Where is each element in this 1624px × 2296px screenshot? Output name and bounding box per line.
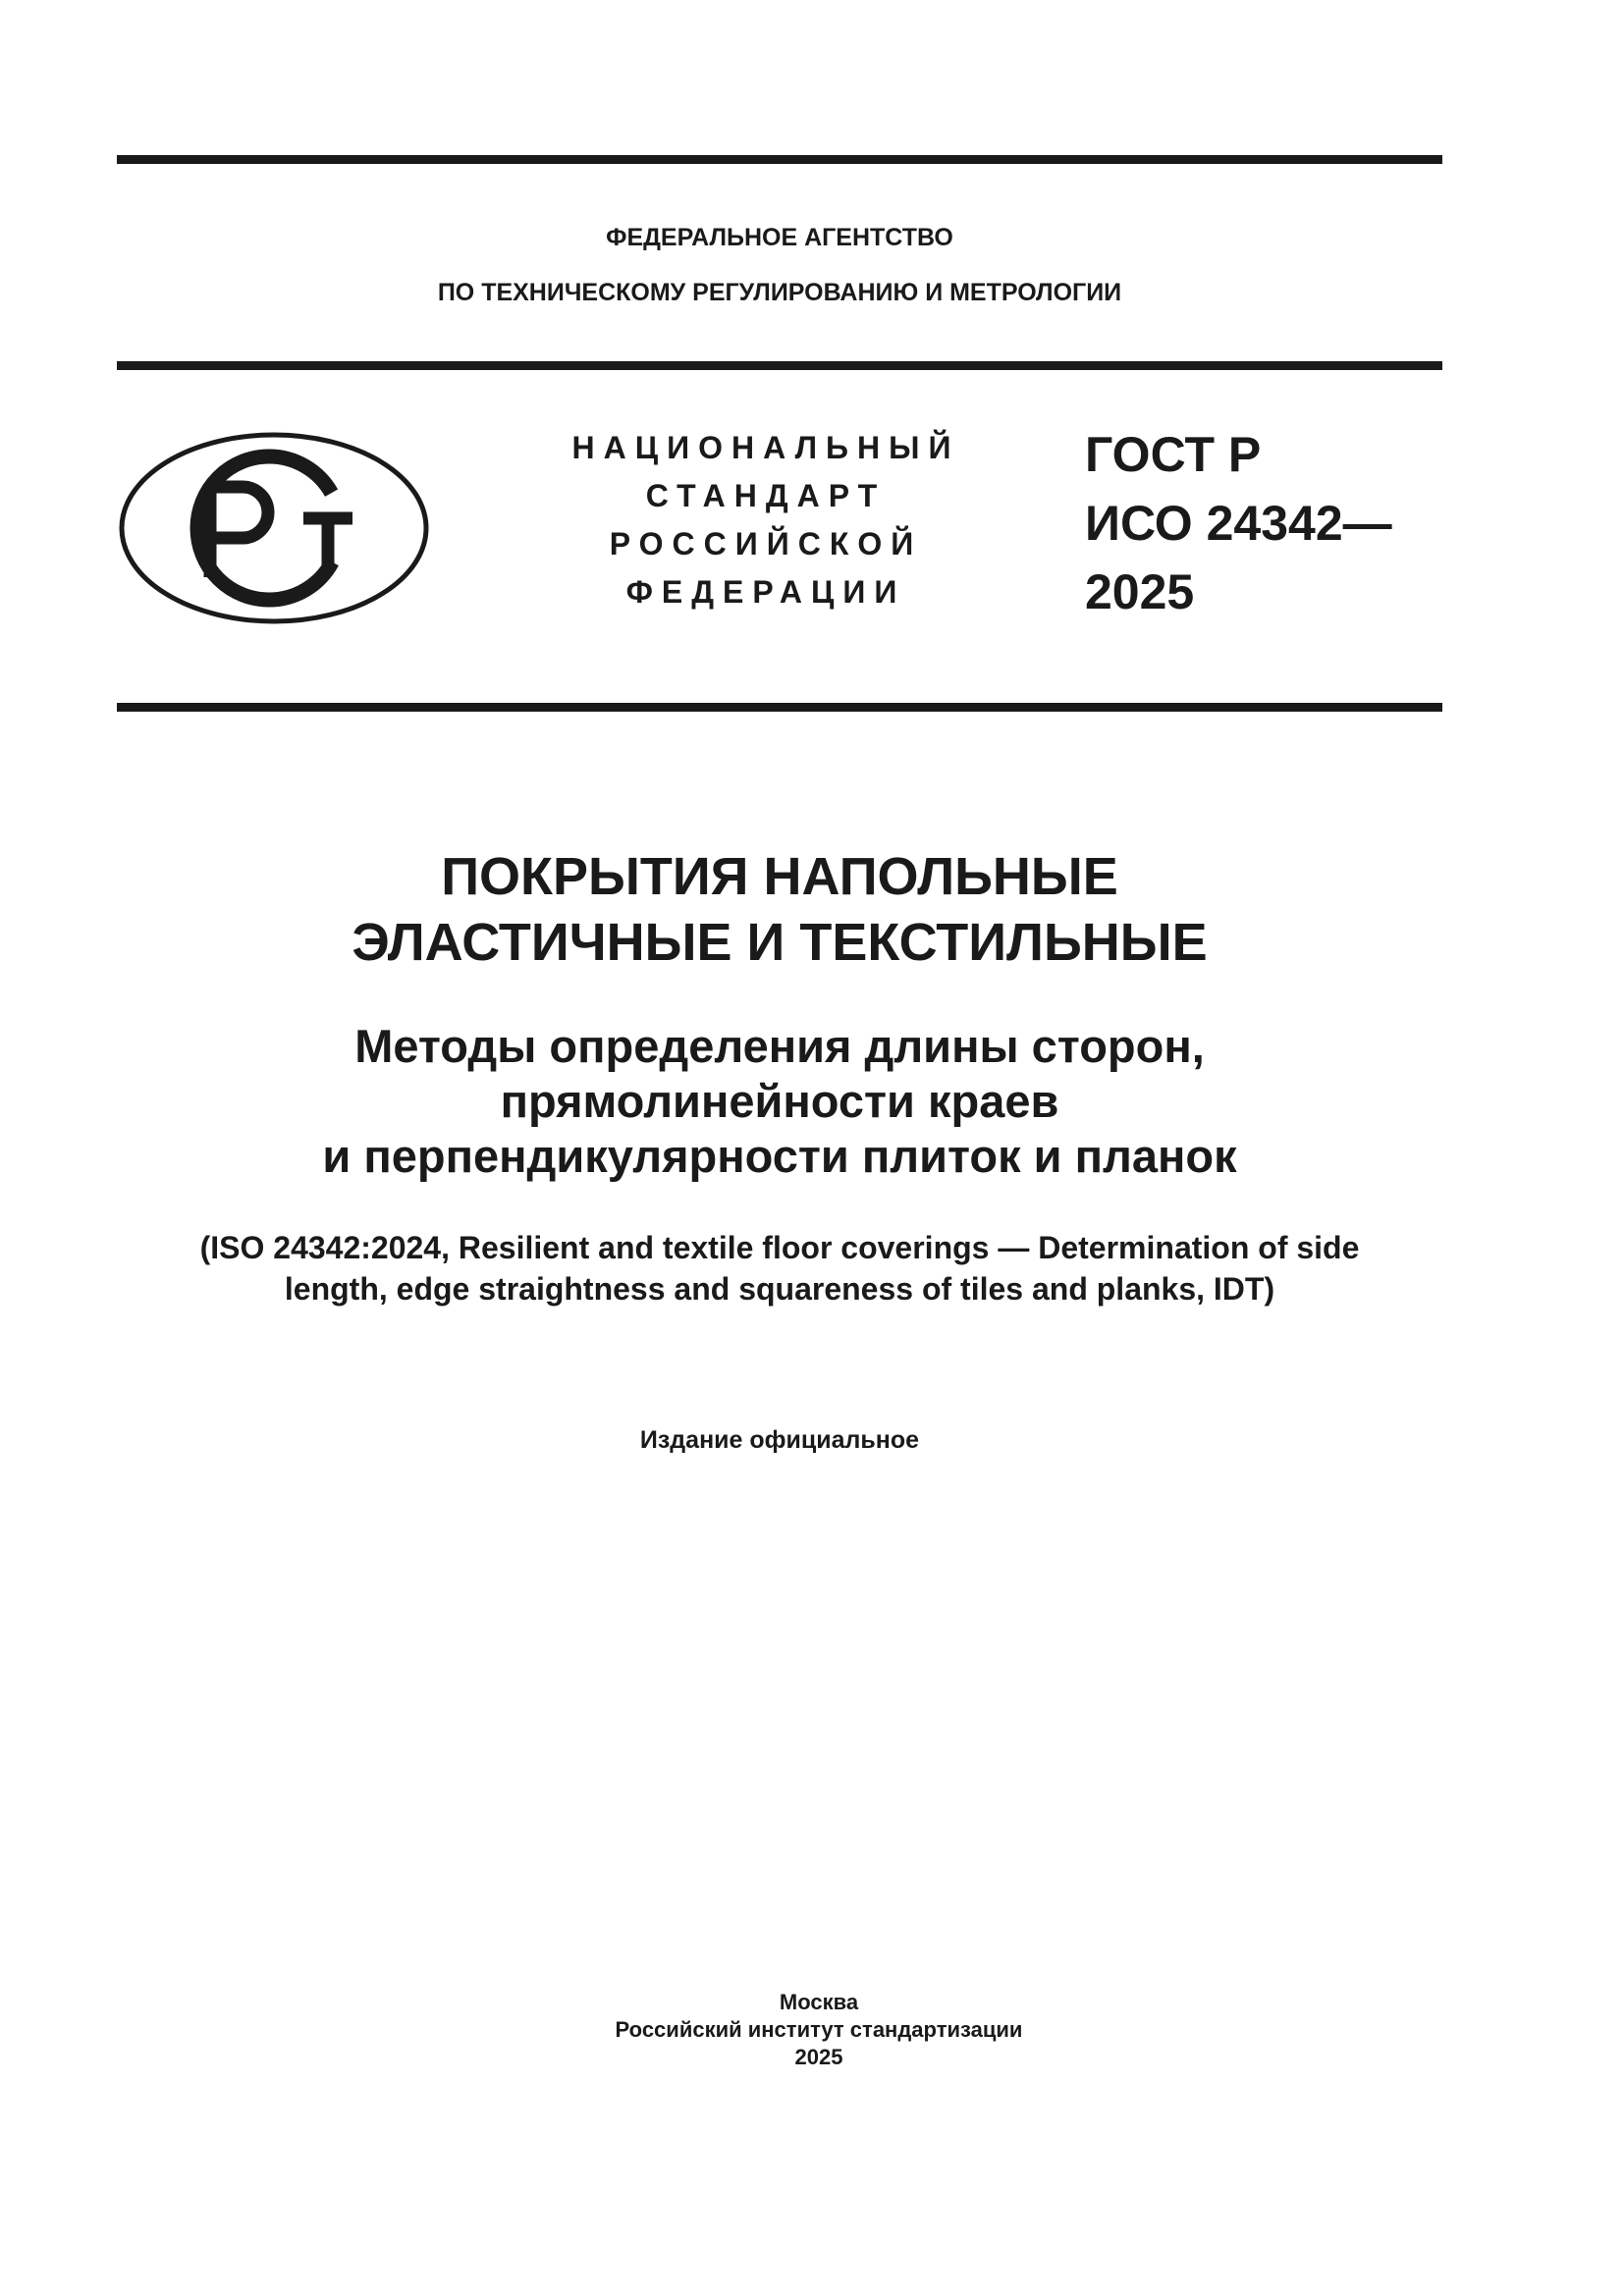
- agency-line-1: ФЕДЕРАЛЬНОЕ АГЕНТСТВО: [606, 224, 953, 251]
- imprint: [117, 1989, 1521, 2071]
- edition-text: Издание официальное: [639, 1426, 920, 1454]
- designation-line-3: 2025: [1085, 564, 1195, 619]
- top-rule: [117, 155, 1442, 164]
- national-line-1: НАЦИОНАЛЬНЫЙ: [571, 430, 960, 465]
- header-rule: [117, 361, 1442, 370]
- agency-name: [117, 223, 1442, 252]
- subtitle-line-1: Методы определения длины сторон,: [354, 1020, 1205, 1072]
- national-line-4: ФЕДЕРАЦИИ: [625, 574, 906, 610]
- subtitle-line-3: и перпендикулярности плиток и планок: [322, 1130, 1237, 1182]
- main-title-line-1: ПОКРЫТИЯ НАПОЛЬНЫЕ: [441, 847, 1118, 906]
- main-title: [117, 844, 1442, 976]
- iso-line-2: length, edge straightness and squareness of tiles and planks, IDT): [284, 1271, 1275, 1307]
- subtitle-line-2: прямолинейности краев: [500, 1075, 1059, 1127]
- subtitle: [117, 1019, 1442, 1184]
- national-line-3: РОССИЙСКОЙ: [609, 526, 923, 561]
- rst-logo-icon: [117, 430, 431, 626]
- national-standard-label: [511, 424, 1021, 616]
- main-title-line-2: ЭЛАСТИЧНЫЕ И ТЕКСТИЛЬНЫЕ: [352, 913, 1208, 972]
- designation-line-1: ГОСТ Р: [1085, 427, 1262, 482]
- national-line-2: СТАНДАРТ: [645, 478, 887, 513]
- imprint-city: Москва: [779, 1990, 859, 2014]
- iso-reference: [117, 1227, 1442, 1309]
- designation-line-2: ИСО 24342—: [1085, 496, 1392, 551]
- agency-line-2: ПО ТЕХНИЧЕСКОМУ РЕГУЛИРОВАНИЮ И МЕТРОЛОГИИ: [437, 279, 1122, 306]
- middle-rule: [117, 703, 1442, 712]
- agency-name-2: [117, 278, 1442, 307]
- iso-line-1: (ISO 24342:2024, Resilient and textile floor coverings — Determination of side: [199, 1230, 1360, 1265]
- imprint-year: 2025: [794, 2045, 843, 2069]
- imprint-publisher: Российский институт стандартизации: [615, 2017, 1023, 2042]
- edition-note: [117, 1425, 1442, 1455]
- standard-designation: [1085, 420, 1438, 626]
